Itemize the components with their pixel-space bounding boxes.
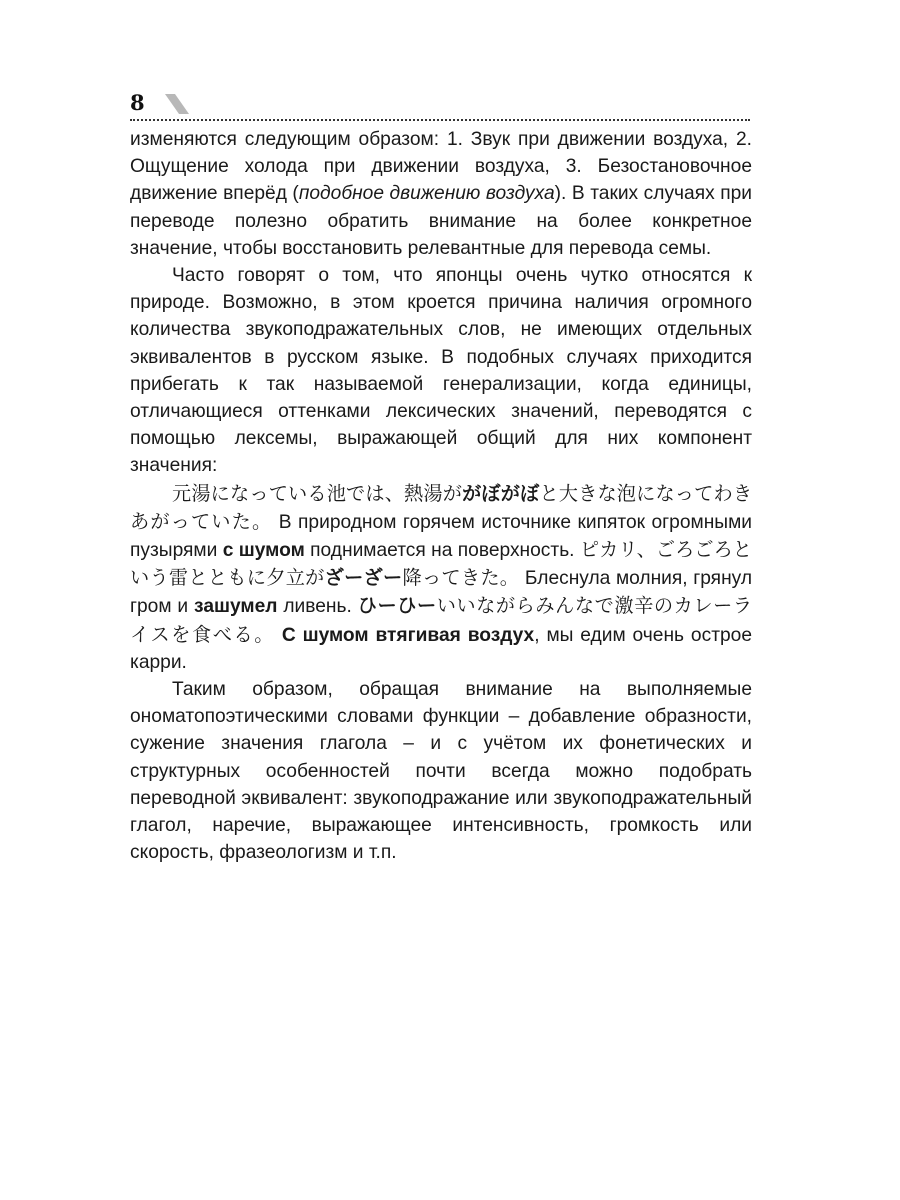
example-3-ru-end: , мы едим очень острое карри. bbox=[130, 624, 752, 673]
example-2-ru: Блеснула молния, грянул гром и bbox=[130, 568, 753, 618]
example-2-ru-end: ливень. bbox=[277, 596, 358, 618]
example-1-jp: 元湯になっている池では、熱湯が bbox=[172, 481, 463, 505]
example-2-ru-bold: зашумел bbox=[194, 596, 278, 618]
example-3-jp: いいながらみんなで激辛のカレーライスを食べる。 bbox=[130, 594, 753, 646]
corner-stripe-icon bbox=[165, 94, 189, 114]
paragraph-4: Таким образом, обращая внимание на выполняемые ономатопоэтическими словами функции – добавление образности, сужение значения глагола – и с учётом их фонетических и структурных особенностей почти всегда можно подобрать переводной эквивалент: звукоподражание или звукоподражательный глагол, наречие, выражающее интенсивность, громкость или скорость, фразеологизм и т.п. bbox=[130, 679, 752, 864]
paragraph-1 bbox=[130, 126, 752, 262]
example-1-jp-onomatopoeia: がぼがぼ bbox=[462, 481, 540, 505]
paragraph-2: Часто говорят о том, что японцы очень чутко относятся к природе. Возможно, в этом кроется причина наличия огромного количества звукоподражательных слов, не имеющих отдельных эквивалентов в русском языке. В подобных случаях приходится прибегать к так называемой генерализации, когда единицы, отличающиеся оттенками лексических значений, переводятся с помощью лексемы, выражающей общий для них компонент значения: bbox=[130, 265, 752, 477]
example-2-jp-end: 降ってきた。 bbox=[402, 566, 520, 590]
example-2-jp-onomatopoeia: ざーざー bbox=[324, 566, 403, 590]
paragraph-1-text: изменяются следующим образом: 1. Звук при движении воздуха, 2. Ощущение холода при движении воздуха, 3. Безостановочное движение вперёд ( bbox=[130, 129, 752, 205]
example-1-ru-bold: с шумом bbox=[222, 540, 305, 562]
paragraph-3-examples bbox=[130, 480, 752, 676]
example-3-jp-onomatopoeia: ひーひー bbox=[357, 594, 437, 618]
example-1-ru-end: поднимается на поверхность. bbox=[304, 540, 580, 562]
page-header bbox=[130, 90, 750, 120]
paragraph-1-text-end: ). В таких случаях при переводе полезно обратить внимание на более конкретное значение, чтобы восстановить релевантные для перевода семы. bbox=[130, 183, 752, 259]
page-number: 8 bbox=[130, 90, 145, 115]
paragraph-1-italic: подобное движению воздуха bbox=[298, 183, 555, 205]
example-1-ru: В природном горячем источнике кипяток огромными пузырями bbox=[130, 511, 752, 562]
example-3-ru-bold: С шумом втягивая воздух bbox=[274, 624, 535, 646]
body-text bbox=[130, 126, 752, 866]
example-2-jp: ピカリ、ごろごろという雷とともに夕立が bbox=[130, 538, 752, 590]
example-1-jp-end: と大きな泡になってわきあがっていた。 bbox=[130, 481, 753, 533]
header-dotted-rule bbox=[130, 119, 750, 121]
